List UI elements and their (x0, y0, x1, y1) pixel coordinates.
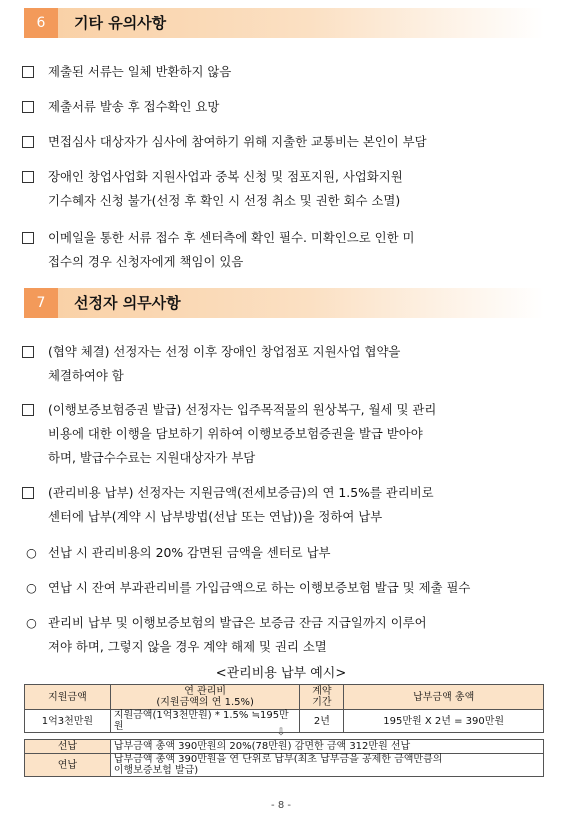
table-header-row (25, 685, 544, 710)
checkbox-icon (22, 404, 34, 416)
circle-bullet-icon: ○ (26, 545, 37, 560)
table-header-cell: 계약 기간 (300, 685, 344, 710)
list-item: 제출서류 발송 후 접수확인 요망 (22, 95, 548, 119)
page-number: - 8 - (271, 800, 291, 811)
section-title: 선정자 의무사항 (74, 294, 181, 312)
list-item: 제출된 서류는 일체 반환하지 않음 (22, 60, 548, 84)
checkbox-icon (22, 136, 34, 148)
checkbox-icon (22, 101, 34, 113)
table-header-cell: 연 관리비 (지원금액의 연 1.5%) (110, 685, 300, 710)
checkbox-icon (22, 232, 34, 244)
table-cell: 2년 (300, 710, 344, 733)
table-cell: 1억3천만원 (25, 710, 111, 733)
option-text: 납부금액 총액 390만원의 20%(78만원) 감면한 금액 312만원 선납 (110, 740, 543, 754)
table-row (25, 754, 544, 777)
table-header-cell: 납부금액 총액 (344, 685, 544, 710)
option-text: 납부금액 총액 390만원을 연 단위로 납부(최초 납부금을 공제한 금액만큼의 이행보증보험 발급) (110, 754, 543, 777)
table-row (25, 740, 544, 754)
checkbox-icon (22, 66, 34, 78)
section-number: 6 (24, 8, 58, 38)
checkbox-icon (22, 487, 34, 499)
circle-bullet-icon: ○ (26, 580, 37, 595)
down-arrow-icon: ⇩ (276, 727, 286, 738)
section-title: 기타 유의사항 (74, 14, 167, 32)
table-cell: 195만원 X 2년 = 390만원 (344, 710, 544, 733)
list-item: 이메일을 통한 서류 접수 후 센터측에 확인 필수. 미확인으로 인한 미 접수의 경우 신청자에게 책임이 있음 (22, 226, 548, 274)
section-number: 7 (24, 288, 58, 318)
section-6-header (24, 8, 544, 38)
option-label: 연납 (25, 754, 111, 777)
table-header-cell: 지원금액 (25, 685, 111, 710)
list-item: (이행보증보험증권 발급) 선정자는 입주목적물의 원상복구, 월세 및 관리 비용에 대한 이행을 담보하기 위하여 이행보증보험증권을 발급 받아야 하며, 발급수수료는 지원대상자가 부담 (22, 398, 548, 470)
sub-list-item: ○ 선납 시 관리비용의 20% 감면된 금액을 센터로 납부 (26, 541, 548, 565)
example-caption: <관리비용 납부 예시> (215, 666, 347, 681)
example-table (24, 684, 544, 733)
section-7-header (24, 288, 544, 318)
checkbox-icon (22, 346, 34, 358)
payment-options-table (24, 739, 544, 777)
checkbox-icon (22, 171, 34, 183)
option-label: 선납 (25, 740, 111, 754)
list-item: (협약 체결) 선정자는 선정 이후 장애인 창업점포 지원사업 협약을 체결하여야 함 (22, 340, 548, 388)
table-cell: 지원금액(1억3천만원) * 1.5% ≒195만원 (110, 710, 300, 733)
sub-list-item: ○ 관리비 납부 및 이행보증보험의 발급은 보증금 잔금 지급일까지 이루어 져야 하며, 그렇지 않을 경우 계약 해제 및 권리 소멸 (26, 611, 548, 659)
list-item: 면접심사 대상자가 심사에 참여하기 위해 지출한 교통비는 본인이 부담 (22, 130, 548, 154)
sub-list-item: ○ 연납 시 잔여 부과관리비를 가입금액으로 하는 이행보증보험 발급 및 제출 필수 (26, 576, 548, 600)
circle-bullet-icon: ○ (26, 615, 37, 630)
list-item: (관리비용 납부) 선정자는 지원금액(전세보증금)의 연 1.5%를 관리비로 센터에 납부(계약 시 납부방법(선납 또는 연납))을 정하여 납부 (22, 481, 548, 529)
list-item: 장애인 창업사업화 지원사업과 중복 신청 및 점포지원, 사업화지원 기수혜자 신청 불가(선정 후 확인 시 선정 취소 및 권한 회수 소멸) (22, 165, 548, 213)
